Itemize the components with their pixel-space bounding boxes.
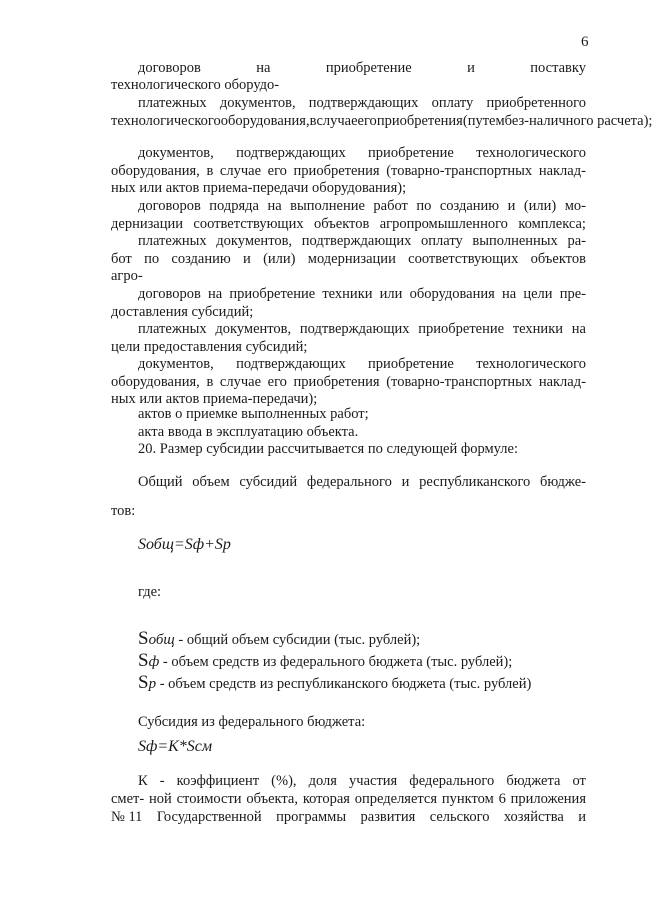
formula-federal: Sф=К*Sсм (138, 738, 213, 755)
text-line: ных или актов приема-передачи оборудования); (111, 180, 407, 196)
text-line: документов, подтверждающих приобретение технологического (138, 356, 586, 372)
text-line: оборудования, в случае его приобретения (товарно-транспортных наклад- (111, 163, 586, 179)
text-line: технологического оборудования, в случае его приобретения (путем без- наличного расчета); (111, 113, 652, 129)
formula-total: Sобщ=Sф+Sр (138, 536, 231, 553)
text-line: дернизации соответствующих объектов агропромышленного комплекса; (111, 216, 586, 232)
definition-federal: Sф - объем средств из федерального бюджета (тыс. рублей); (138, 650, 513, 671)
text-line: платежных документов, подтверждающих приобретение техники на (138, 321, 586, 337)
text-line: договоров на приобретение техники или оборудования на цели пре- (138, 286, 586, 302)
text-line: бот по созданию и (или) модернизации соответствующих объектов (111, 251, 586, 267)
definition-total: Sобщ - общий объем субсидии (тыс. рублей); (138, 628, 421, 649)
text-line: документов, подтверждающих приобретение технологического (138, 145, 586, 161)
text-line: К - коэффициент (%), доля участия федерального бюджета от (138, 773, 586, 789)
text-line: Общий объем субсидий федерального и республиканского бюдже- (138, 474, 586, 490)
text-line: тов: (111, 503, 136, 519)
text-line: оборудования, в случае его приобретения (товарно-транспортных наклад- (111, 374, 586, 390)
text-line: цели предоставления субсидий; (111, 339, 308, 355)
federal-subsidy-heading: Субсидия из федерального бюджета: (138, 714, 366, 730)
where-label: где: (138, 584, 162, 600)
text-line: агро- (111, 268, 143, 284)
text-line: договоров подряда на выполнение работ по созданию и (или) мо- (138, 198, 586, 214)
text-line: ных или актов приема-передачи); (111, 391, 318, 407)
text-line: акта ввода в эксплуатацию объекта. (138, 424, 359, 440)
text-line: № 11 Государственной программы развития сельского хозяйства и (111, 809, 586, 825)
text-line: договоров на приобретение и поставку (138, 60, 586, 76)
text-line: платежных документов, подтверждающих оплату приобретенного (138, 95, 586, 111)
text-line: смет- ной стоимости объекта, которая определяется пунктом 6 приложения (111, 791, 586, 807)
text-line: доставления субсидий; (111, 304, 254, 320)
text-line: платежных документов, подтверждающих оплату выполненных ра- (138, 233, 586, 249)
text-line: актов о приемке выполненных работ; (138, 406, 369, 422)
page-number: 6 (581, 34, 589, 50)
text-line: технологического оборудо- (111, 77, 280, 93)
clause-20: 20. Размер субсидии рассчитывается по следующей формуле: (138, 441, 518, 457)
definition-republican: Sр - объем средств из республиканского бюджета (тыс. рублей) (138, 672, 532, 693)
